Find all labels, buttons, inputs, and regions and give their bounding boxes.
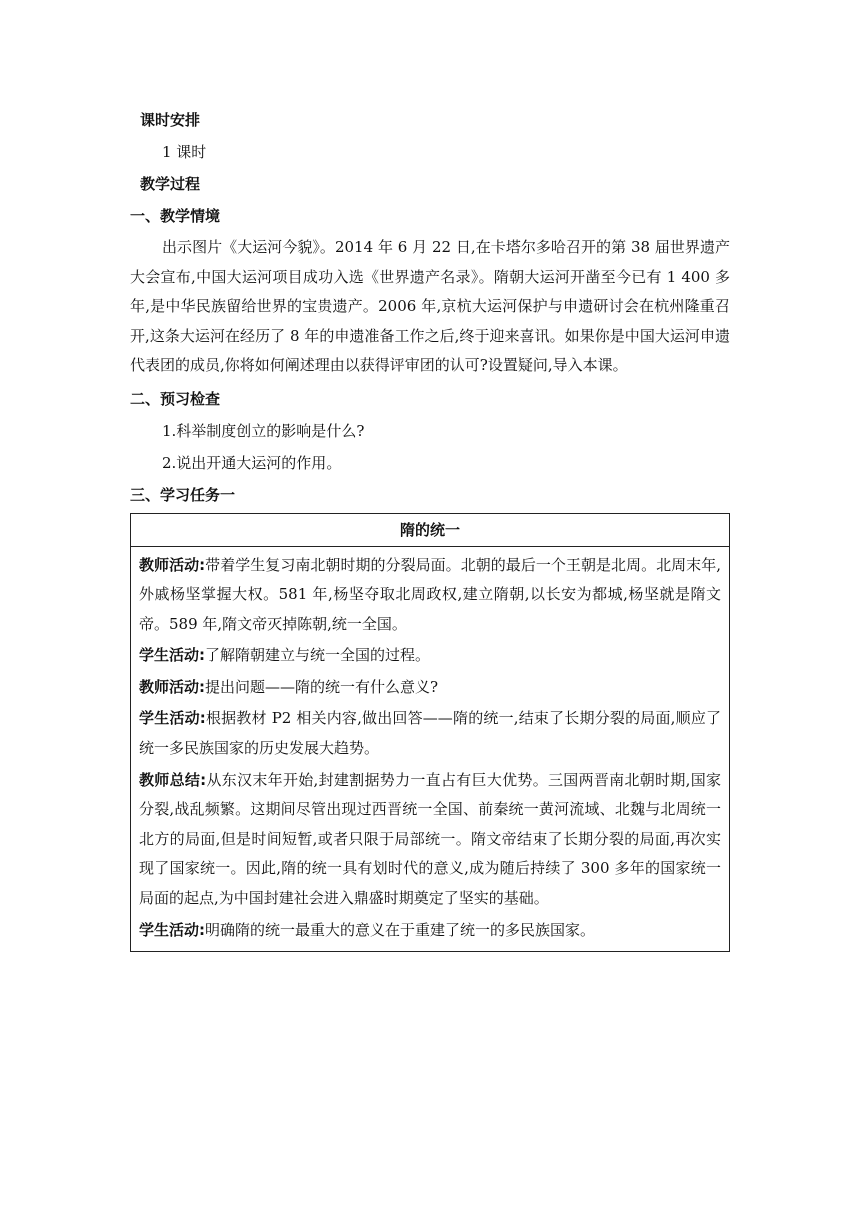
activity-role: 教师总结: [139,770,207,789]
activity-text: 了解隋朝建立与统一全国的过程。 [205,646,431,665]
activity-paragraph [139,916,721,946]
activity-paragraph [139,704,721,763]
situation-heading: 一、教学情境 [130,207,221,225]
situation-block [130,233,730,381]
activity-role: 学生活动: [139,709,206,728]
document-page [130,104,730,952]
activity-paragraph [139,551,721,640]
schedule-heading: 课时安排 [140,111,201,129]
task-table-body [131,547,729,952]
task-heading: 三、学习任务一 [130,485,236,504]
situation-paragraph: 出示图片《大运河今貌》。2014 年 6 月 22 日,在卡塔尔多哈召开的第 38 届世界遗产大会宣布,中国大运河项目成功入选《世界遗产名录》。隋朝大运河开凿至今已有 1 400 多年,是中华民族留给世界的宝贵遗产。2006 年,京杭大运河保护与申遗研讨会在杭州隆重召开,这条大运河在经历了 8 年的申遗准备工作之后,终于迎来喜讯。如果你是中国大运河申遗代表团的成员,你将如何阐述理由以获得评审团的认可?设置疑问,导入本课。 [130,238,730,374]
schedule-value: 1 课时 [162,143,207,161]
activity-role: 教师活动: [139,555,206,574]
activity-role: 学生活动: [139,920,205,939]
task-table-title: 隋的统一 [131,514,729,547]
activity-role: 学生活动: [139,646,205,665]
activity-text: 从东汉末年开始,封建割据势力一直占有巨大优势。三国两晋南北朝时期,国家分裂,战乱频繁。这期间尽管出现过西晋统一全国、前秦统一黄河流域、北魏与北周统一北方的局面,但是时间短暂,或者只限于局部统一。隋文帝结束了长期分裂的局面,再次实现了国家统一。因此,隋的统一具有划时代的意义,成为随后持续了 300 多年的国家统一局面的起点,为中国封建社会进入鼎盛时期奠定了坚实的基础。 [139,770,722,908]
task-table [130,513,730,953]
process-heading: 教学过程 [140,175,201,193]
activity-text: 提出问题——隋的统一有什么意义? [205,677,439,696]
activity-text: 带着学生复习南北朝时期的分裂局面。北朝的最后一个王朝是北周。北周末年,外戚杨坚掌握大权。581 年,杨坚夺取北周政权,建立隋朝,以长安为都城,杨坚就是隋文帝。589 年,隋文帝灭掉陈朝,统一全国。 [139,555,721,633]
activity-paragraph [139,766,721,914]
activity-paragraph [139,641,721,671]
activity-text: 明确隋的统一最重大的意义在于重建了统一的多民族国家。 [205,920,596,939]
preview-item: 1.科举制度创立的影响是什么? [162,421,365,440]
activity-role: 教师活动: [139,677,205,696]
activity-text: 根据教材 P2 相关内容,做出回答——隋的统一,结束了长期分裂的局面,顺应了统一多民族国家的历史发展大趋势。 [139,709,722,758]
activity-paragraph [139,673,721,703]
preview-heading: 二、预习检查 [130,389,221,408]
preview-item: 2.说出开通大运河的作用。 [162,453,342,472]
